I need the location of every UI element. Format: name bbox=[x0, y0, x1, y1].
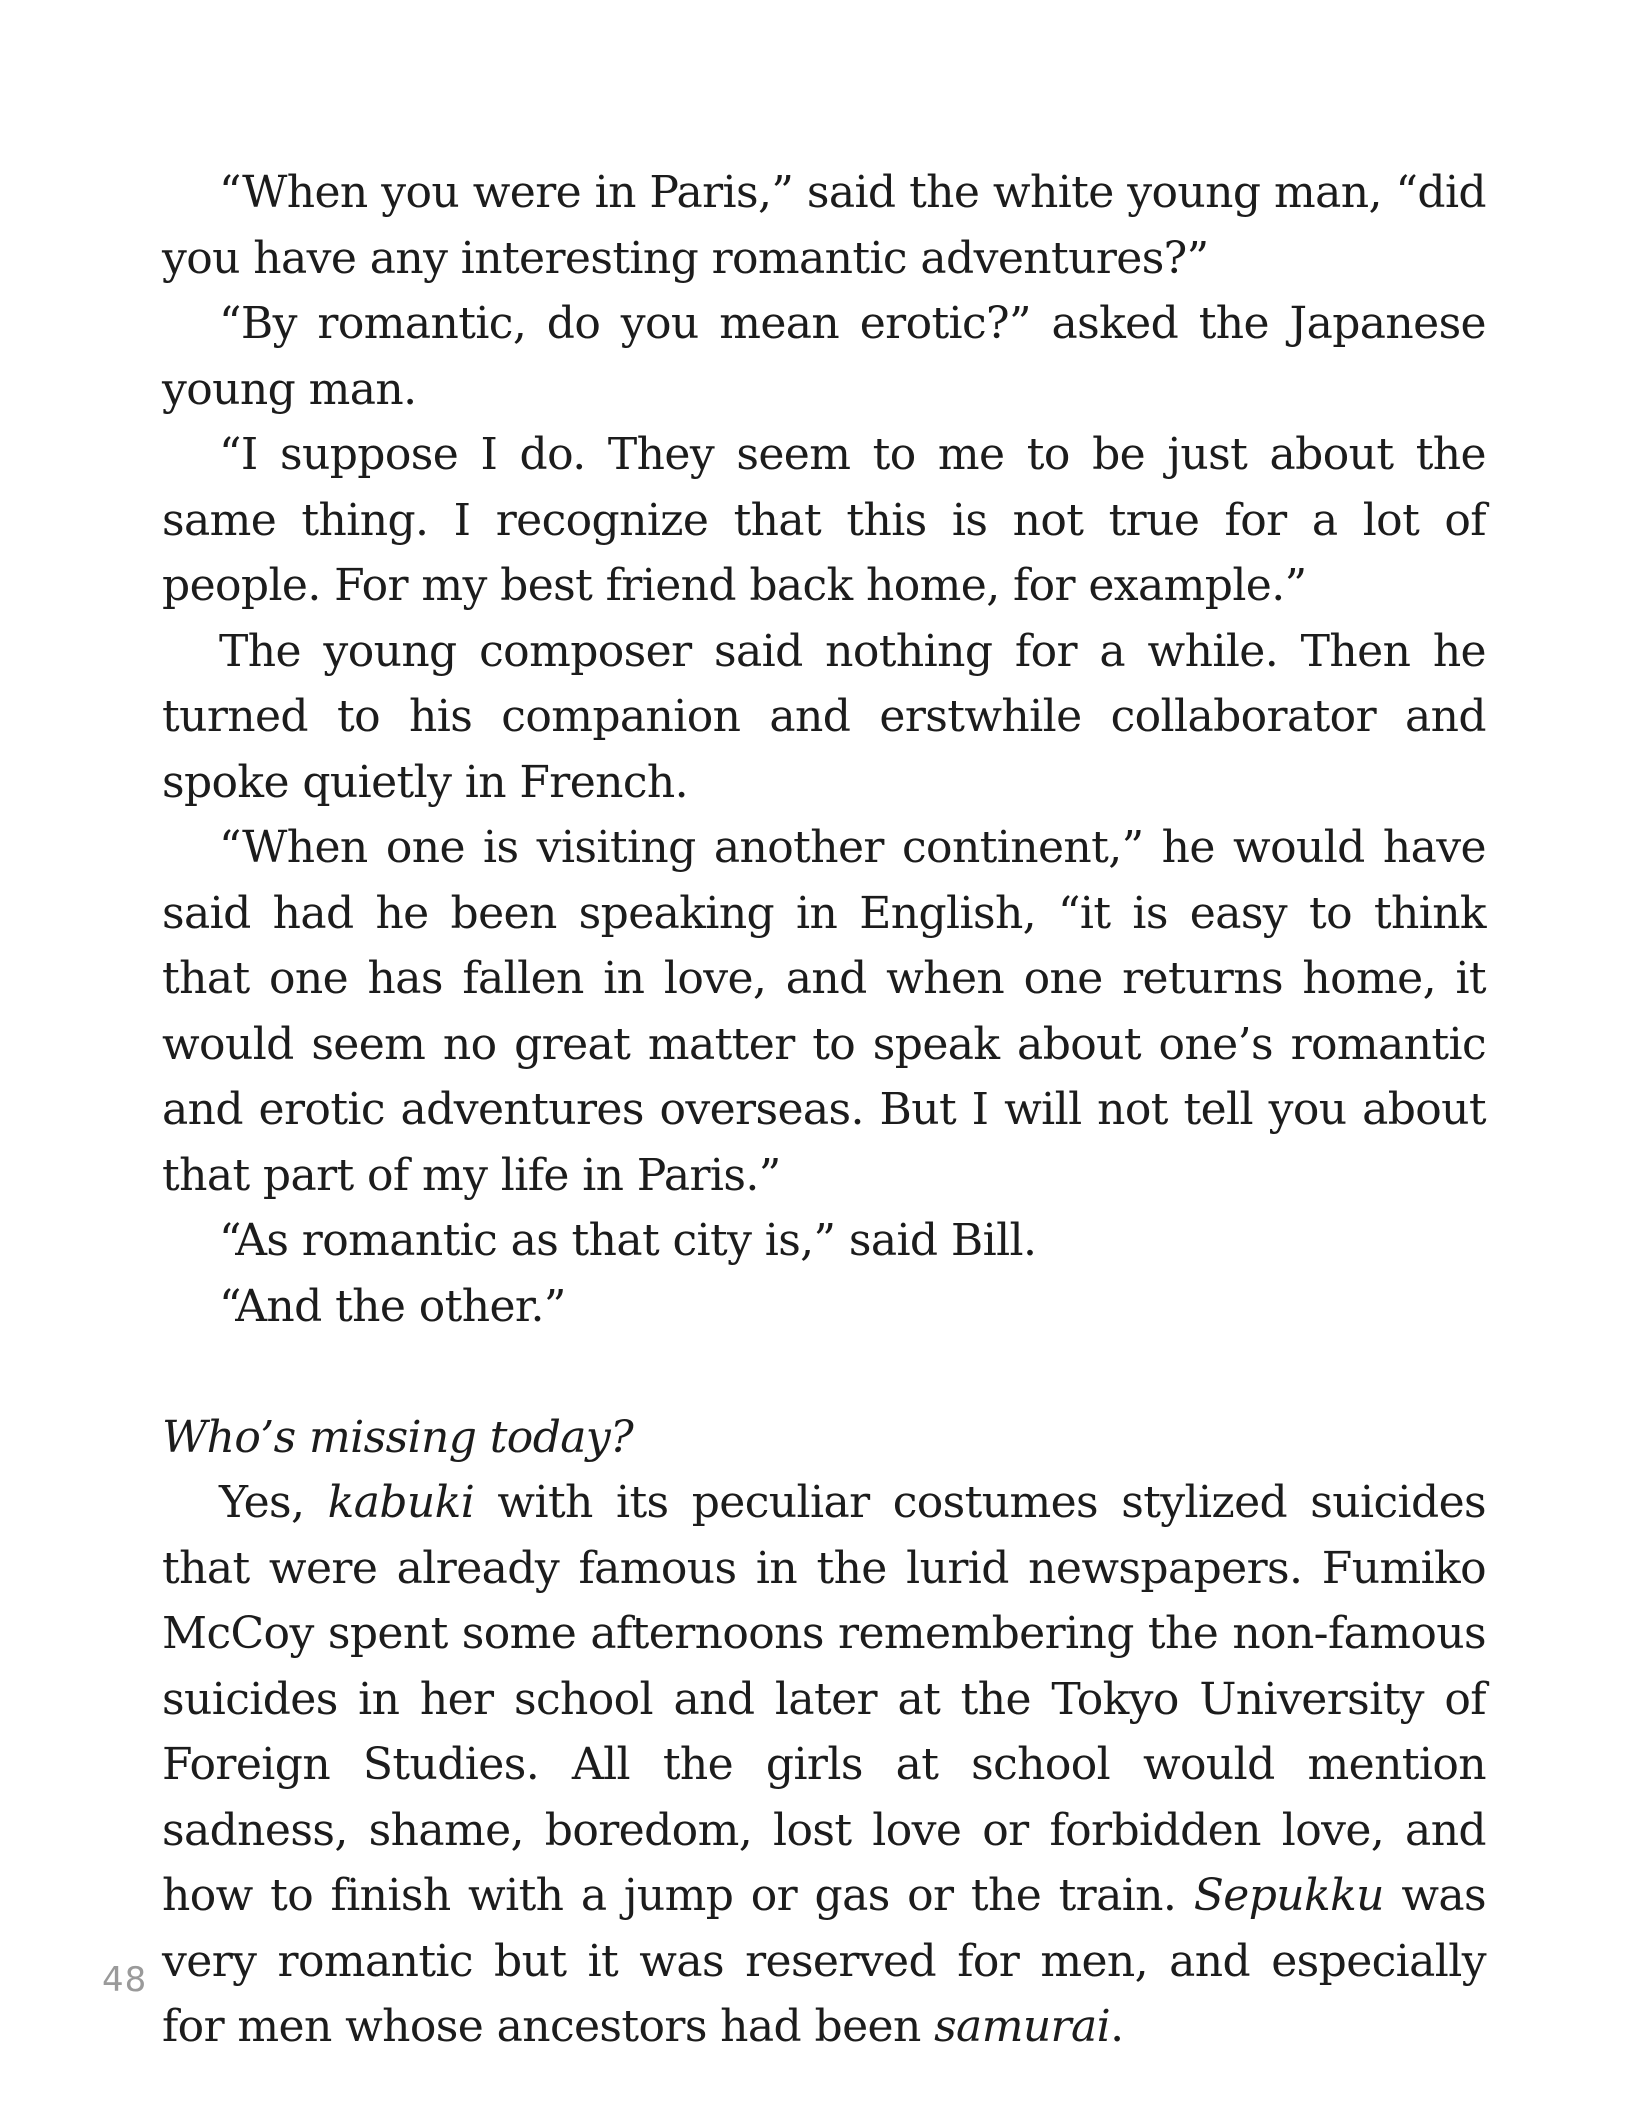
body-text bbox=[162, 160, 1486, 2060]
italic-term: samurai bbox=[934, 2001, 1111, 2052]
paragraph bbox=[162, 1470, 1486, 2060]
paragraph-text: Yes, bbox=[219, 1477, 328, 1528]
paragraph-text: . bbox=[1110, 2001, 1124, 2052]
paragraph: “I suppose I do. They seem to me to be just about the same thing. I recognize that this is not true for a lot of people. For my best friend back home, for example.” bbox=[162, 429, 1486, 611]
paragraph: The young composer said nothing for a while. Then he turned to his companion and erstwhile collaborator and spoke quietly in French. bbox=[162, 625, 1486, 808]
section-break bbox=[162, 1339, 1486, 1405]
italic-term: kabuki bbox=[327, 1477, 475, 1528]
paragraph-text: with its peculiar costumes stylized suicides that were already famous in the lurid newspapers. Fumiko McCoy spent some afternoons remembering the non-famous suicides in her school and later at the Tokyo University of Foreign Studies. All the girls at school would mention sadness, shame, boredom, lost love or forbidden love, and how to finish with a jump or gas or the train. bbox=[162, 1477, 1486, 1921]
italic-term: Sepukku bbox=[1193, 1870, 1384, 1921]
paragraph: “As romantic as that city is,” said Bill. bbox=[219, 1215, 1037, 1266]
section-heading: Who’s missing today? bbox=[162, 1411, 634, 1463]
paragraph-text: was very romantic but it was reserved for men, and especially for men whose ancestors had been bbox=[162, 1870, 1487, 2052]
paragraph: “When you were in Paris,” said the white young man, “did you have any interesting romantic adventures?” bbox=[162, 167, 1486, 284]
page-number: 48 bbox=[102, 1960, 148, 2000]
paragraph: “When one is visiting another continent,” he would have said had he been speaking in English, “it is easy to think that one has fallen in love, and when one returns home, it would seem no great matter to speak about one’s romantic and erotic adventures overseas. But I will not tell you about that part of my life in Paris.” bbox=[162, 822, 1486, 1201]
paragraph: “By romantic, do you mean erotic?” asked the Japanese young man. bbox=[162, 298, 1486, 415]
paragraph: “And the other.” bbox=[219, 1280, 566, 1332]
